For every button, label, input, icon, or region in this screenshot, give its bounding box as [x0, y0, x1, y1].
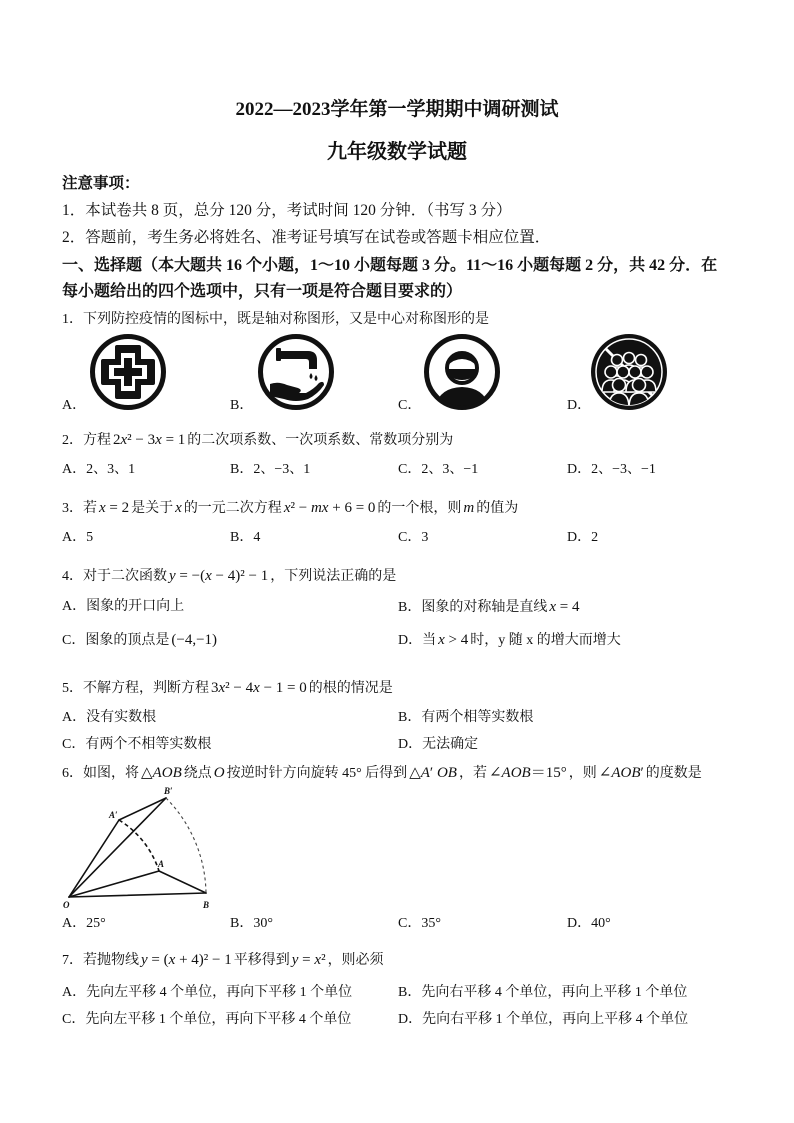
label-b-prime: B′: [164, 786, 173, 796]
label-a: A: [158, 859, 165, 869]
stem-text: ，下列说法正确的是: [270, 569, 397, 584]
rotation-figure: [60, 783, 220, 911]
q6-option-b: B．30°: [230, 916, 273, 931]
arc-b-prime-to-b: [166, 798, 206, 893]
math-expression: x > 4: [438, 632, 469, 648]
q7-option-d: D．先向右平移 1 个单位，再向上平移 4 个单位: [398, 1012, 689, 1027]
math-expression: x = 4: [549, 599, 580, 615]
q2-option-c: C．2、3、−1: [398, 462, 479, 477]
segment-ab: [159, 871, 206, 893]
q2-option-b: B．2、−3、1: [230, 462, 311, 477]
segment-a-prime-b-prime: [119, 798, 166, 820]
stem-text: ，则必须: [327, 953, 384, 968]
q2-option-d: D．2、−3、−1: [567, 462, 656, 477]
stem-text: 的根的情况是: [308, 681, 393, 696]
stem-text: 按逆时针方向旋转 45° 后得到: [226, 766, 408, 781]
stem-text: 的二次项系数、一次项系数、常数项分别为: [187, 433, 454, 448]
section-heading-line-1: 一、选择题（本大题共 16 个小题，1～10 小题每题 3 分。11～16 小题每题 2 分，共 42 分．在: [62, 257, 718, 274]
stem-text: 6．如图，将: [62, 766, 139, 781]
equation: 2x² − 3x = 1: [113, 432, 186, 448]
q6-option-d: D．40°: [567, 916, 611, 931]
angle-aob-prime: ∠AOB′: [598, 765, 644, 781]
stem-text: 平移得到: [233, 953, 290, 968]
arc-a-prime-to-a: [119, 820, 159, 871]
q2-option-a: A．2、3、1: [62, 462, 136, 477]
q5-option-a: A．没有实数根: [62, 710, 157, 725]
medical-cross-icon: [88, 332, 168, 412]
exam-subtitle: 九年级数学试题: [327, 141, 467, 163]
question-5-stem: [62, 678, 393, 699]
q3-option-a: A．5: [62, 530, 94, 545]
triangle-aob: △AOB: [141, 765, 182, 781]
point-o: O: [213, 765, 225, 781]
masked-person-icon: [422, 332, 502, 412]
q1-option-b: B．: [230, 398, 254, 413]
q1-option-d: D．: [567, 398, 592, 413]
function-expression: y = −(x − 4)² − 1: [169, 568, 269, 584]
q7-option-b: B．先向右平移 4 个单位，再向上平移 1 个单位: [398, 985, 688, 1000]
handwashing-icon: [256, 332, 336, 412]
q4-option-b: [398, 597, 581, 618]
q1-option-c: C．: [398, 398, 422, 413]
triangle-rotated: △A′ OB: [409, 765, 457, 781]
equation: 3x² − 4x − 1 = 0: [211, 680, 307, 696]
stem-text: 3．若: [62, 501, 97, 516]
question-6-stem: [62, 763, 702, 784]
q3-option-d: D．2: [567, 530, 599, 545]
stem-text: 的值为: [476, 501, 519, 516]
q7-option-a: A．先向左平移 4 个单位，再向下平移 1 个单位: [62, 985, 353, 1000]
parabola-expression: y = (x + 4)² − 1: [141, 952, 232, 968]
notice-item-1: 1．本试卷共 8 页，总分 120 分，考试时间 120 分钟．（书写 3 分）: [62, 202, 512, 219]
math-expression: x = 2: [99, 500, 130, 516]
label-a-prime: A′: [109, 810, 118, 820]
q3-option-b: B．4: [230, 530, 261, 545]
stem-text: 4．对于二次函数: [62, 569, 167, 584]
q7-option-c: C．先向左平移 1 个单位，再向下平移 4 个单位: [62, 1012, 352, 1027]
math-expression: (−4,−1): [171, 632, 218, 648]
question-3-stem: [62, 498, 518, 519]
notice-heading: 注意事项：: [62, 175, 140, 192]
no-gathering-icon: [589, 332, 669, 412]
stem-text: 7．若抛物线: [62, 953, 139, 968]
q5-option-c: C．有两个不相等实数根: [62, 737, 212, 752]
stem-text: 的一个根，则: [377, 501, 462, 516]
equation: x² − mx + 6 = 0: [283, 500, 376, 516]
stem-text: 2．方程: [62, 433, 111, 448]
stem-text: ，则: [568, 766, 597, 781]
question-7-stem: [62, 950, 384, 971]
exam-title: 2022—2023学年第一学期期中调研测试: [235, 99, 559, 120]
q6-option-a: A．25°: [62, 916, 106, 931]
stem-text: ，若: [458, 766, 487, 781]
stem-text: 的一元二次方程: [183, 501, 282, 516]
q4-option-d: [398, 630, 621, 651]
q3-option-c: C．3: [398, 530, 429, 545]
angle-aob: ∠AOB＝15°: [488, 765, 567, 781]
notice-item-2: 2．答题前，考生务必将姓名、准考证号填写在试卷或答题卡相应位置．: [62, 229, 551, 246]
stem-text: 的度数是: [645, 766, 702, 781]
stem-text: 绕点: [183, 766, 212, 781]
stem-text: 是关于: [131, 501, 174, 516]
question-1-stem: 1．下列防控疫情的图标中，既是轴对称图形，又是中心对称图形的是: [62, 312, 489, 327]
option-text: C．图象的顶点是: [62, 633, 170, 648]
section-heading-line-2: 每小题给出的四个选项中，只有一项是符合题目要求的）: [62, 283, 463, 300]
q4-option-c: [62, 630, 219, 651]
option-text: B．图象的对称轴是直线: [398, 600, 548, 615]
parabola-target: y = x²: [291, 952, 326, 968]
math-variable: x: [175, 500, 182, 516]
stem-text: 5．不解方程，判断方程: [62, 681, 209, 696]
label-o: O: [63, 900, 70, 910]
q4-option-a: A．图象的开口向上: [62, 599, 185, 614]
q5-option-b: B．有两个相等实数根: [398, 710, 534, 725]
option-text: 时，y 随 x 的增大而增大: [470, 633, 621, 648]
q1-option-a: A．: [62, 398, 87, 413]
question-2-stem: [62, 430, 453, 451]
question-4-stem: [62, 566, 396, 587]
q5-option-d: D．无法确定: [398, 737, 479, 752]
option-text: D．当: [398, 633, 437, 648]
segment-ob: [69, 893, 206, 897]
q6-option-c: C．35°: [398, 916, 441, 931]
label-b: B: [203, 900, 210, 910]
math-variable: m: [463, 500, 475, 516]
